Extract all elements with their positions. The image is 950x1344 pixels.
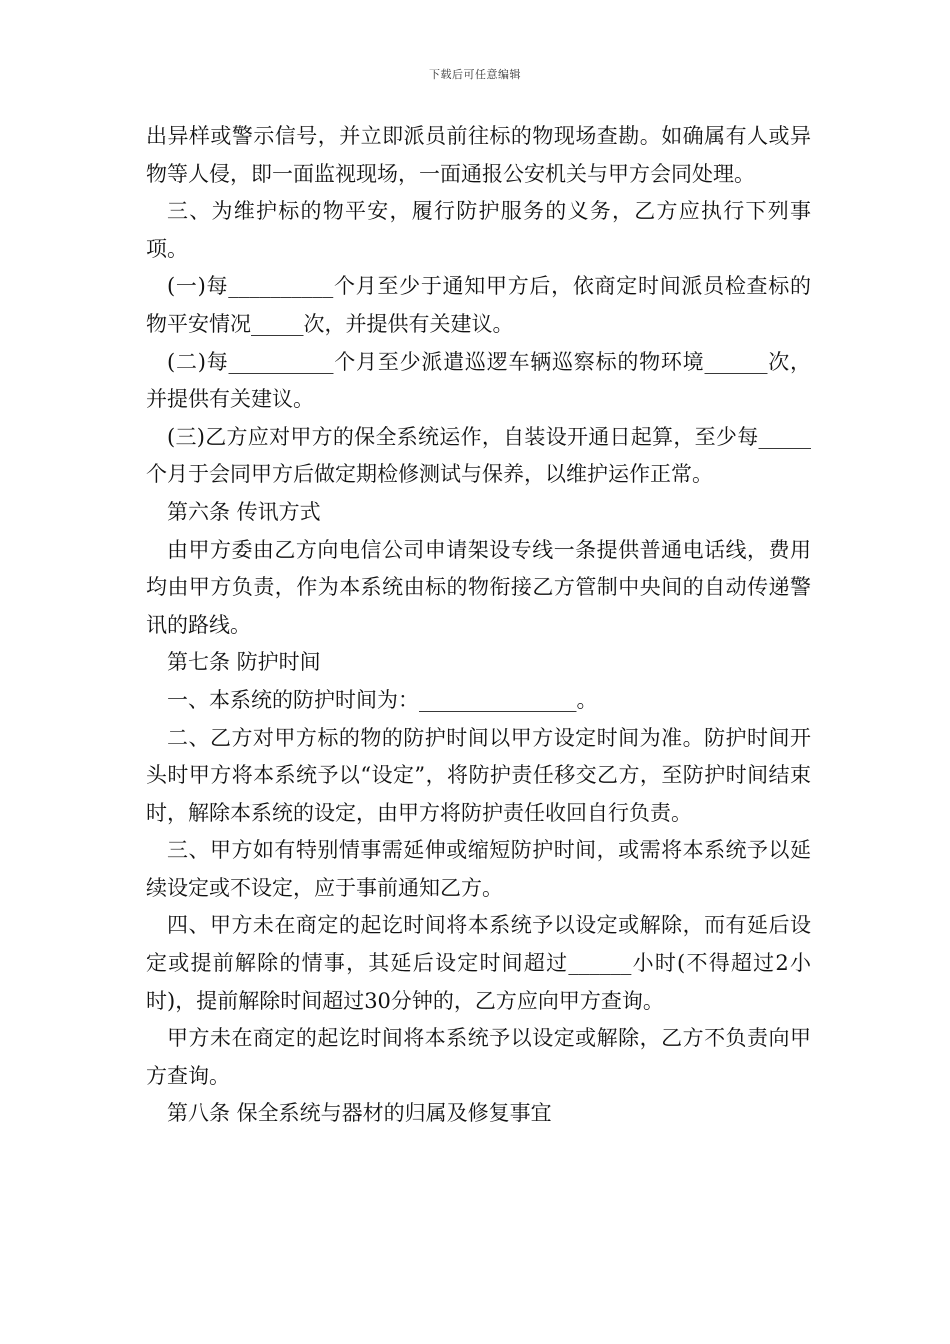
paragraph: 甲方未在商定的起讫时间将本系统予以设定或解除，乙方不负责向甲方查询。 [146, 1026, 811, 1088]
paragraph: 出异样或警示信号，并立即派员前往标的物现场查勘。如确属有人或异物等人侵，即一面监视现场，一面通报公安机关与甲方会同处理。 [146, 124, 811, 186]
section-heading: 第七条 防护时间 [167, 650, 321, 675]
paragraph: 三、甲方如有特别情事需延伸或缩短防护时间，或需将本系统予以延续设定或不设定，应于事前通知乙方。 [146, 838, 811, 900]
paragraph: (一)每__________个月至少于通知甲方后，依商定时间派员检查标的物平安情况_____次，并提供有关建议。 [146, 274, 811, 336]
section-heading: 第八条 保全系统与器材的归属及修复事宜 [167, 1101, 552, 1126]
paragraph: 二、乙方对甲方标的物的防护时间以甲方设定时间为准。防护时间开头时甲方将本系统予以“设定”，将防护责任移交乙方，至防护时间结束时，解除本系统的设定，由甲方将防护责任收回自行负责。 [146, 725, 811, 825]
page-header: 下载后可任意编辑 [429, 68, 521, 81]
paragraph: (二)每__________个月至少派遣巡逻车辆巡察标的物环境______次，并提供有关建议。 [146, 349, 811, 412]
paragraph: 一、本系统的防护时间为：_______________。 [167, 687, 598, 712]
paragraph: (三)乙方应对甲方的保全系统运作，自装设开通日起算，至少每_____个月于会同甲方后做定期检修测试与保养，以维护运作正常。 [146, 424, 811, 487]
paragraph: 由甲方委由乙方向电信公司申请架设专线一条提供普通电话线，费用均由甲方负责，作为本系统由标的物衔接乙方管制中央间的自动传递警讯的路线。 [146, 537, 811, 637]
section-heading: 第六条 传讯方式 [167, 499, 321, 524]
document-body [146, 118, 811, 1133]
paragraph: 三、为维护标的物平安，履行防护服务的义务，乙方应执行下列事项。 [146, 199, 811, 261]
paragraph: 四、甲方未在商定的起讫时间将本系统予以设定或解除，而有延后设定或提前解除的情事，其延后设定时间超过______小时(不得超过2小时)，提前解除时间超过30分钟的，乙方应向甲方查询。 [146, 913, 811, 1013]
